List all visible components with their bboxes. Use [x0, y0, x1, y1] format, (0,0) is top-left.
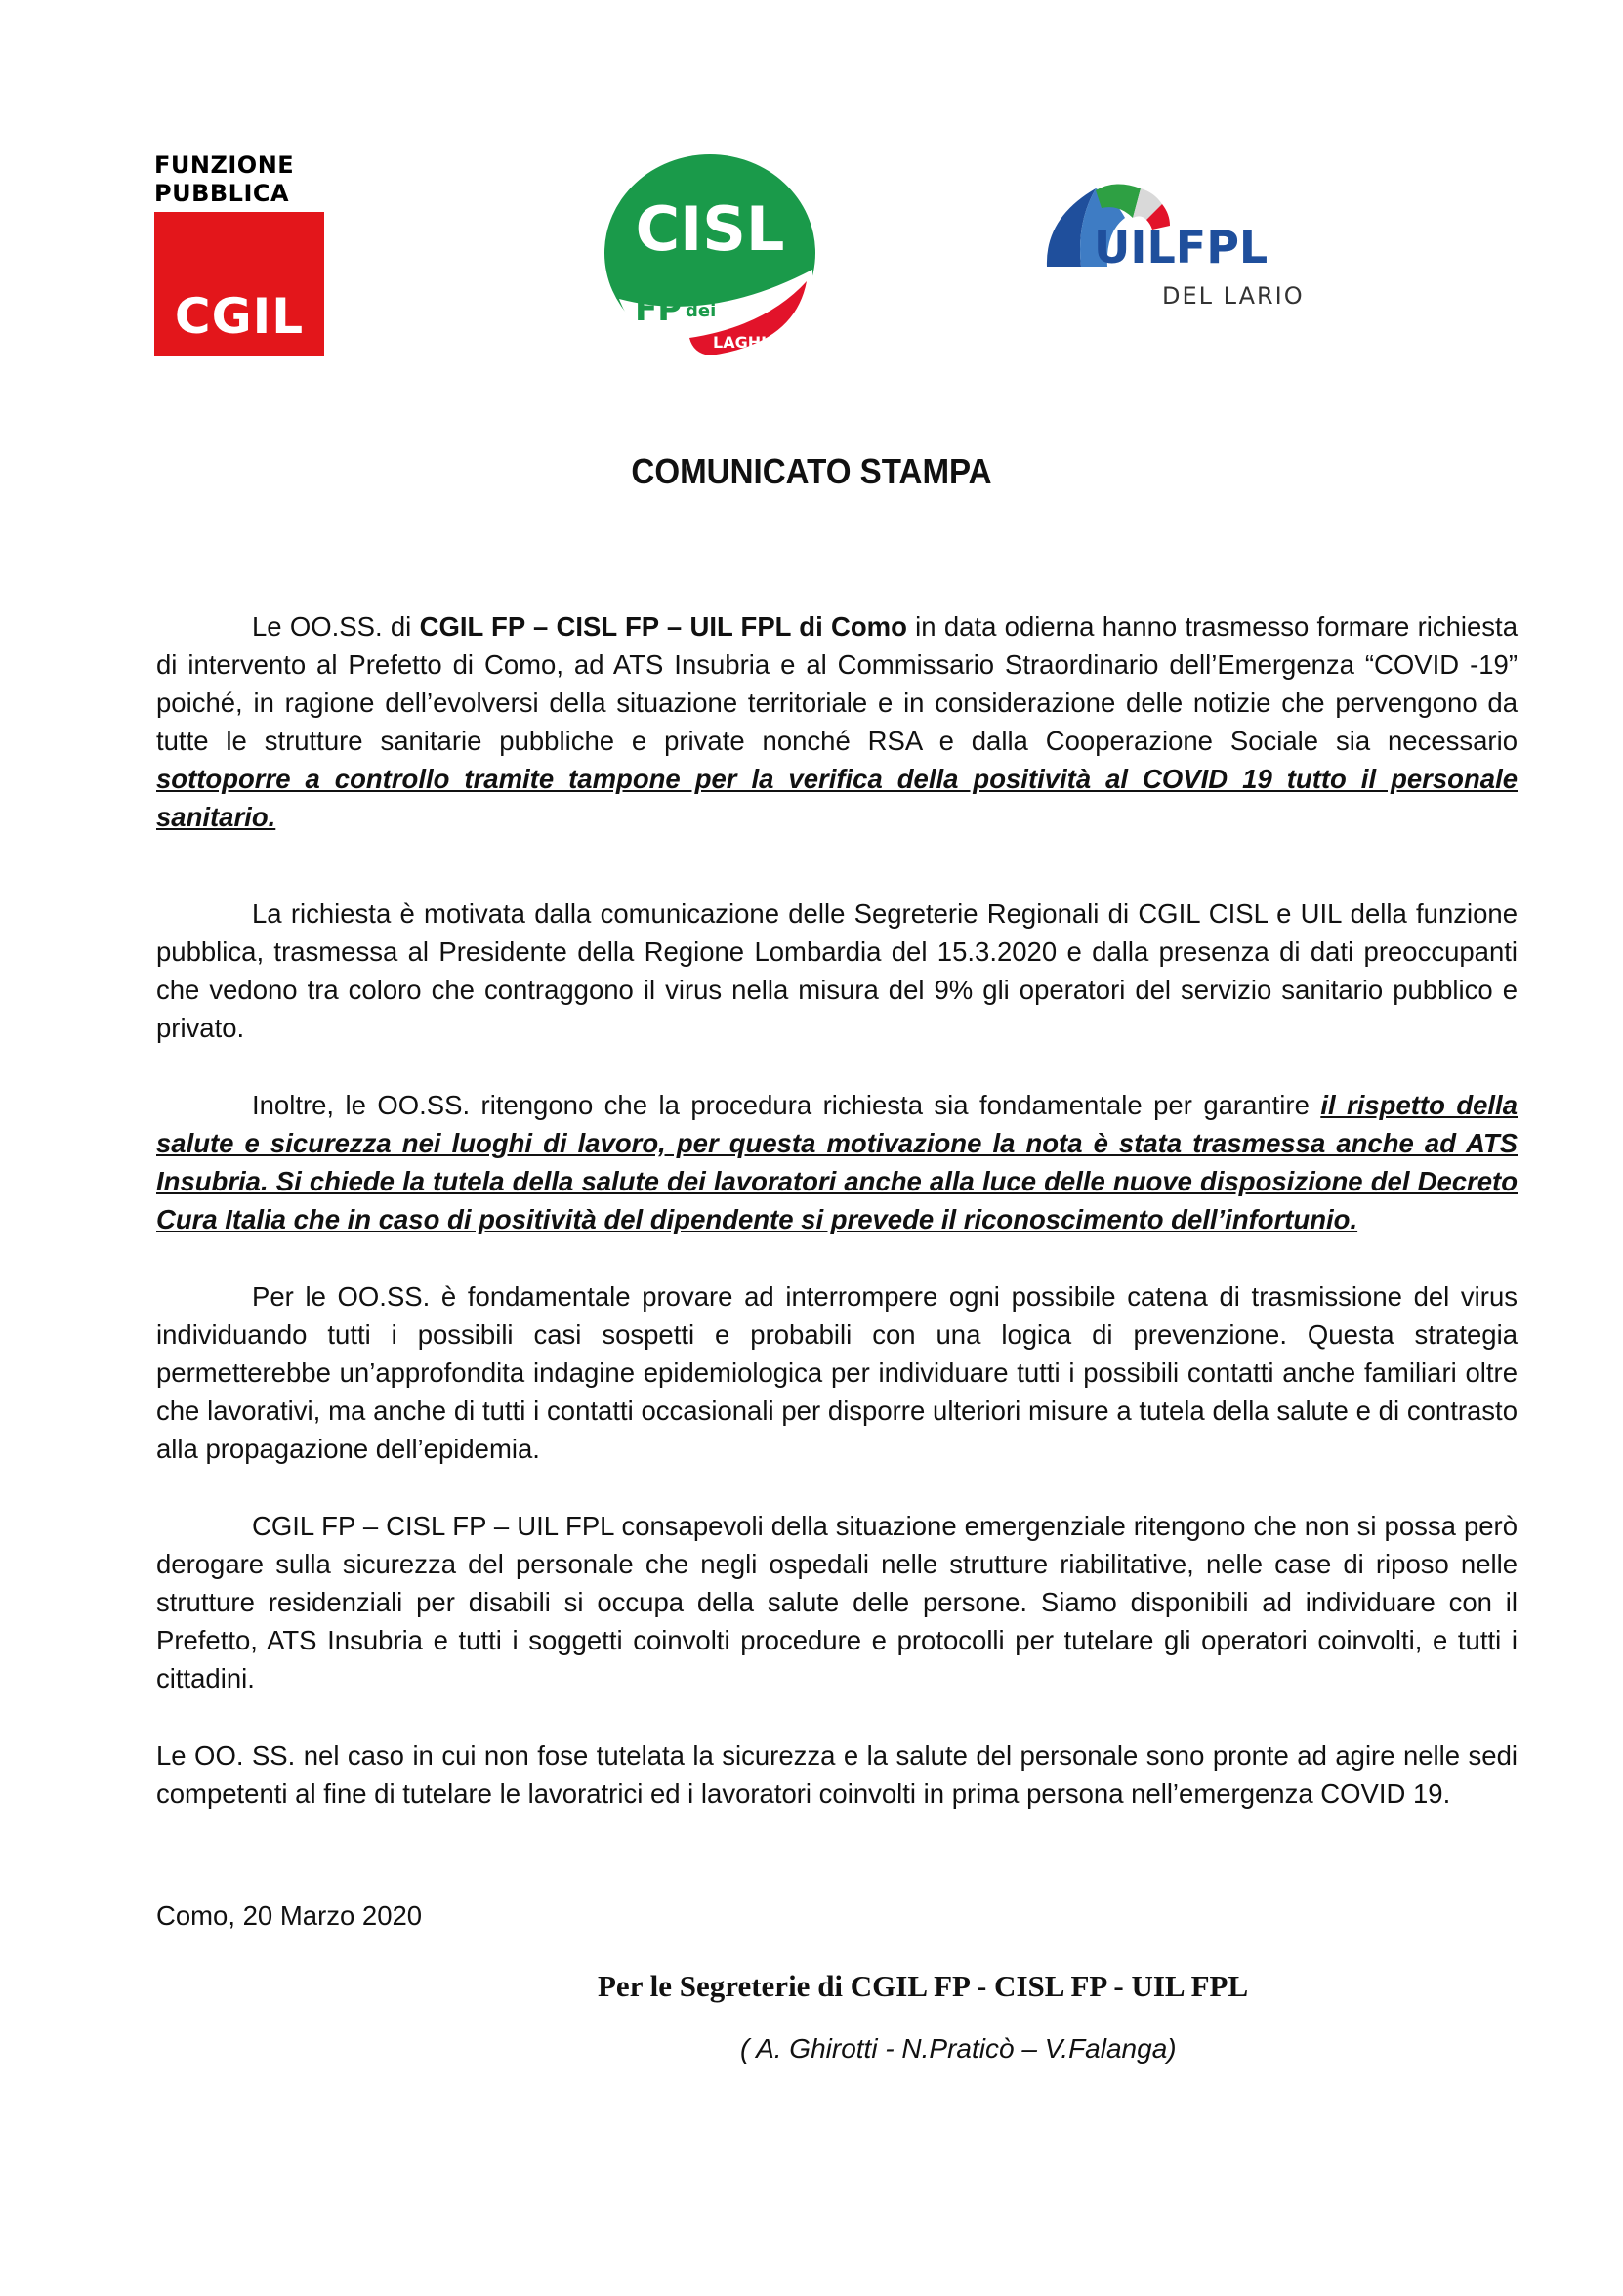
- cisl-logo: [600, 152, 820, 361]
- paragraph-1-text-c: in data odierna hanno trasmesso formare richiesta di intervento al Prefetto di Como, ad ATS Insubria e al Commissario Straordinario dell’Emergenza “COVID -19” poiché, in ragione dell’evolversi della situazione territoriale e in considerazione delle notizie che pervengono da tutte le strutture sanitarie pubbliche e private nonché RSA e dalla Cooperazione Sociale sia necessario: [156, 611, 1518, 756]
- uilfpl-logo-mark: UILFPL: [1094, 221, 1269, 273]
- cgil-logo: [154, 151, 330, 356]
- paragraph-6: Le OO. SS. nel caso in cui non fose tutelata la sicurezza e la salute del personale sono pronte ad agire nelle sedi competenti al fine di tutelare le lavoratrici ed i lavoratori coinvolti in prima persona nell’emergenza COVID 19.: [156, 1740, 1518, 1809]
- uilfpl-logo: [1037, 179, 1330, 315]
- cisl-logo-laghi: LAGHI: [713, 333, 768, 352]
- paragraph-3: [156, 1086, 1518, 1238]
- document-date: Como, 20 Marzo 2020: [156, 1900, 423, 1931]
- signature-line: Per le Segreterie di CGIL FP - CISL FP - UIL FPL: [598, 1969, 1249, 2003]
- press-release-body: [156, 607, 1518, 1813]
- paragraph-4: Per le OO.SS. è fondamentale provare ad interrompere ogni possibile catena di trasmissione del virus individuando tutti i possibili casi sospetti e probabili con una logica di prevenzione. Questa strategia permetterebbe un’approfondita indagine epidemiologica per individuare tutti i possibili contatti anche familiari oltre che lavorativi, ma anche di tutti i contatti occasionali per disporre ulteriori misure a tutela della salute e di contrasto alla propagazione dell’epidemia.: [156, 1281, 1518, 1464]
- paragraph-5: CGIL FP – CISL FP – UIL FPL consapevoli della situazione emergenziale ritengono che non si possa però derogare sulla sicurezza del personale che negli ospedali nelle strutture riabilitative, nelle case di riposo nelle strutture residenziali per disabili si occupa della salute delle persone. Siamo disponibili ad individuare con il Prefetto, ATS Insubria e tutti i soggetti coinvolti procedure e protocolli per tutelare gli operatori coinvolti, e tutti i cittadini.: [156, 1511, 1518, 1693]
- cgil-logo-box: [154, 212, 324, 356]
- cgil-logo-line1: FUNZIONE: [154, 151, 295, 179]
- uilfpl-logo-sub: DEL LARIO: [1162, 282, 1305, 310]
- paragraph-1-text-a: Le OO.SS. di: [252, 611, 420, 642]
- cisl-logo-dei: dei: [686, 301, 717, 321]
- page-title: COMUNICATO STAMPA: [631, 451, 992, 491]
- paragraph-3-emphasis: il rispetto della salute e sicurezza nei luoghi di lavoro, per questa motivazione la nota è stata trasmessa anche ad ATS Insubria. Si chiede la tutela della salute dei lavoratori anche alla luce delle nuove disposizione del Decreto Cura Italia che in caso di positività del dipendente si prevede il riconoscimento dell’infortunio.: [156, 1090, 1518, 1234]
- cgil-logo-mark: CGIL: [174, 288, 305, 345]
- paragraph-2: La richiesta è motivata dalla comunicazione delle Segreterie Regionali di CGIL CISL e UIL della funzione pubblica, trasmessa al Presidente della Regione Lombardia del 15.3.2020 e dalla presenza di dati preoccupanti che vedono tra coloro che contraggono il virus nella misura del 9% gli operatori del servizio sanitario pubblico e privato.: [156, 898, 1518, 1043]
- paragraph-3-text-a: Inoltre, le OO.SS. ritengono che la procedura richiesta sia fondamentale per garantire: [252, 1090, 1321, 1120]
- cisl-logo-mark: CISL: [635, 193, 785, 265]
- paragraph-1: [156, 607, 1518, 836]
- paragraph-1-emphasis: sottoporre a controllo tramite tampone per la verifica della positività al COVID 19 tutto il personale sanitario.: [156, 764, 1518, 832]
- paragraph-1-unions: CGIL FP – CISL FP – UIL FPL di Como: [419, 611, 907, 642]
- cisl-logo-fp: FP: [635, 290, 683, 329]
- signatory-names: ( A. Ghirotti - N.Praticò – V.Falanga): [740, 2033, 1177, 2064]
- cgil-logo-line2: PUBBLICA: [154, 180, 290, 207]
